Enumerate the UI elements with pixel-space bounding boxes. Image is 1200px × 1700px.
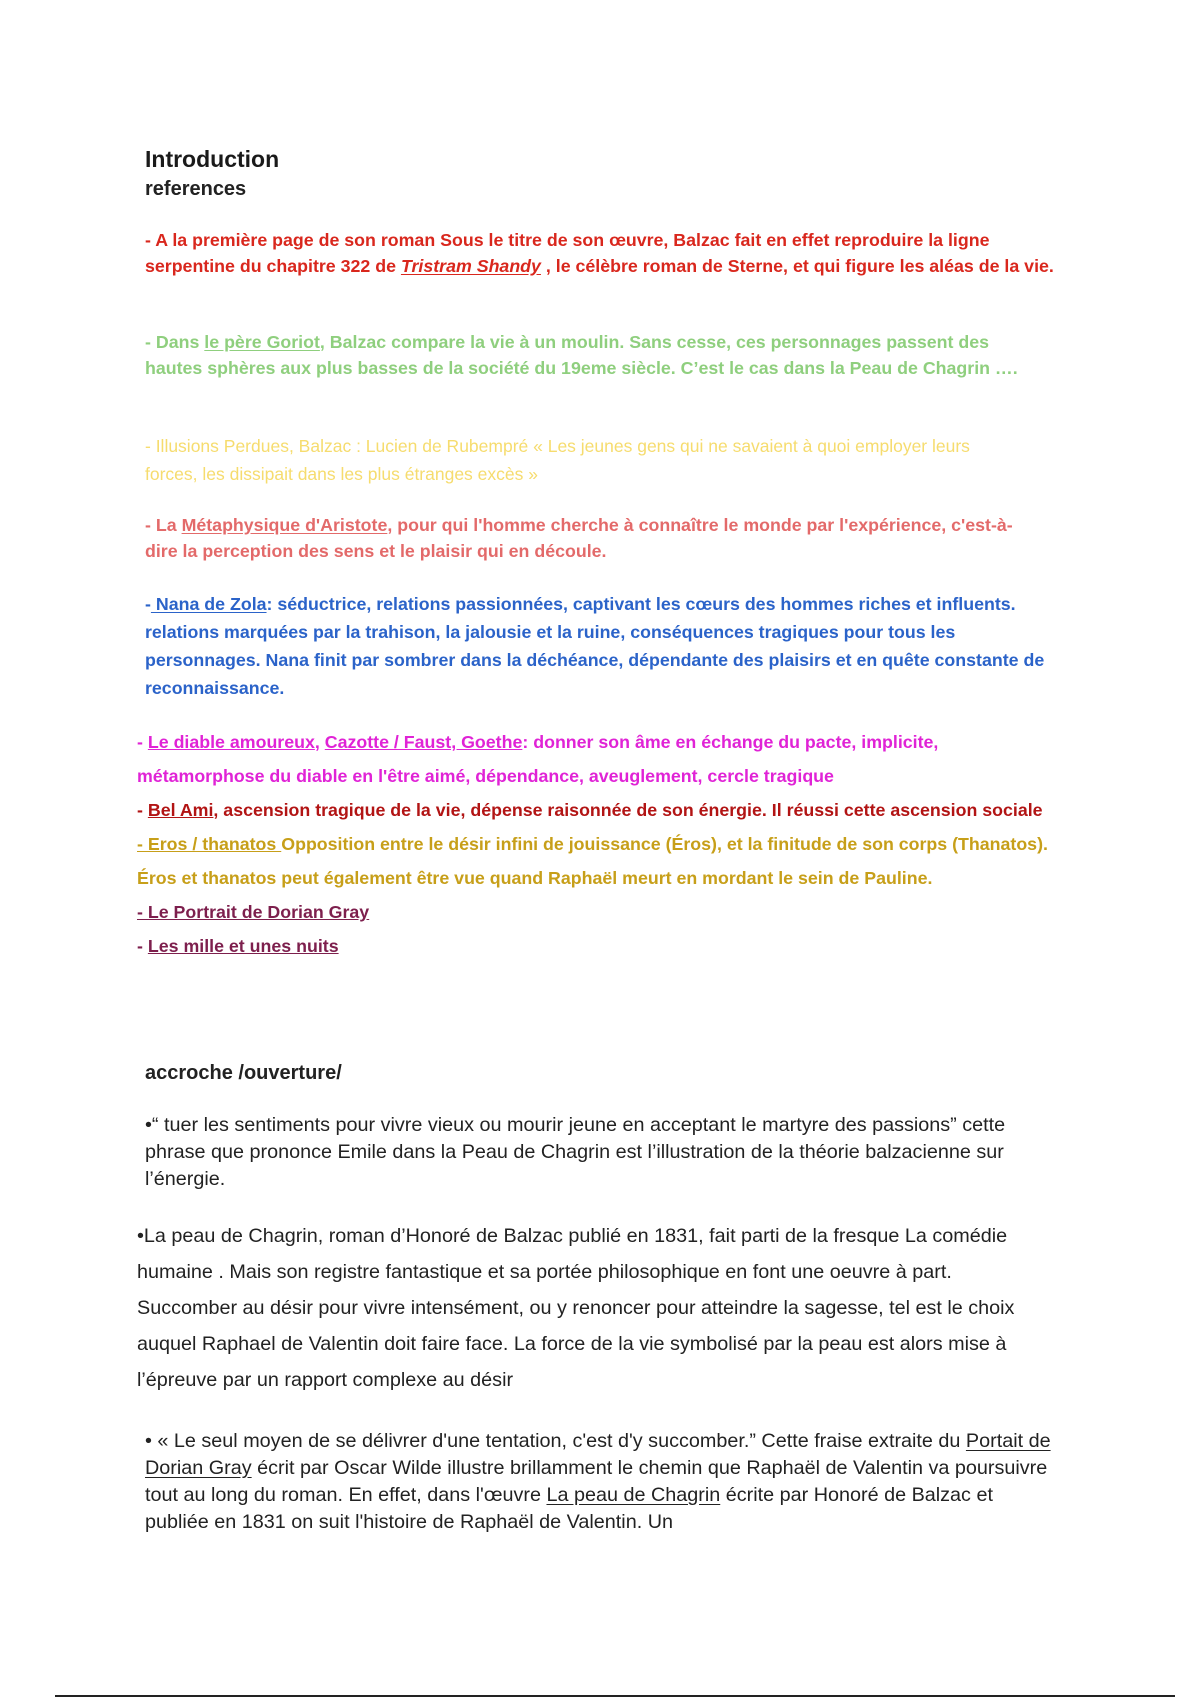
ref7-text-a: - (137, 800, 148, 820)
accroche3-title1: Portait de Dorian Gray (145, 1430, 1051, 1479)
ref8-title: - Eros / thanatos (137, 834, 282, 854)
ref1-title: Tristram Shandy (400, 255, 541, 276)
ref6-title1: Le diable amoureux (147, 732, 315, 752)
heading-references: references (145, 178, 247, 200)
ref2-title: le père Goriot (204, 332, 320, 352)
ref4-title: Métaphysique d'Aristote (181, 515, 388, 535)
accroche-paragraph-2: •La peau de Chagrin, roman d’Honoré de Balzac publié en 1831, fait parti de la fresque La comédie humaine . Mais son registre fantastique et sa portée philosophique en font une oeuvre à part. Succomber au désir pour vivre intensément, ou y renoncer pour atteindre la sagesse, tel est le choix auquel Raphael de Valentin doit faire face. La force de la vie symbolisé par la peau est alors mise à l’épreuve par un rapport complexe au désir (137, 1225, 1015, 1391)
reference-metaphysique (145, 512, 1020, 564)
reference-pere-goriot (145, 330, 1050, 381)
heading-introduction: Introduction (145, 146, 280, 172)
reference-nana (145, 590, 1070, 702)
reference-dorian-gray (137, 895, 1067, 929)
accroche3-title2: La peau de Chagrin (546, 1484, 721, 1506)
ref8-text-b: Opposition entre le désir infini de jouissance (Éros), et la finitude de son corps (Thanatos). Éros et thanatos peut également être vue quand Raphaël meurt en mordant le sein de Pauline. (137, 834, 1048, 888)
ref6-text-a: - (137, 732, 148, 752)
ref4-text-b: , pour qui l'homme cherche à connaître le monde par l'expérience, c'est-à-dire la perception des sens et le plaisir qui en découle. (145, 515, 1013, 561)
accroche-paragraph-1: •“ tuer les sentiments pour vivre vieux ou mourir jeune en acceptant le martyre des passions” cette phrase que prononce Emile dans la Peau de Chagrin est l’illustration de la théorie balzacienne sur l’énergie. (145, 1114, 1006, 1190)
ref5-text-a: - (145, 594, 151, 614)
reference-bel-ami (137, 793, 1067, 827)
ref2-text-a: - Dans (145, 332, 205, 352)
ref7-title: Bel Ami (147, 800, 214, 820)
ref4-text-a: - La (145, 515, 182, 535)
ref9-title: - Le Portrait de Dorian Gray (137, 902, 370, 922)
reference-diable-amoureux (137, 725, 1067, 793)
ref5-title: Nana de Zola (150, 594, 267, 614)
accroche3-text-b: écrit par Oscar Wilde illustre brillamment le chemin que Raphaël de Valentin va poursuivre tout au long du roman. En effet, dans l'œuvre (145, 1457, 1048, 1506)
ref6-text-b: : donner son âme en échange du pacte, implicite, métamorphose du diable en l'être aimé, dépendance, aveuglement, cercle tragique (137, 732, 939, 786)
ref6-sep: , (314, 732, 325, 752)
ref5-text-b: : séductrice, relations passionnées, captivant les cœurs des hommes riches et influents. relations marquées par la trahison, la jalousie et la ruine, conséquences tragiques pour tous les personnages. Nana finit par sombrer dans la déchéance, dépendante des plaisirs et en quête constante de reconnaissance. (145, 594, 1045, 698)
ref6-title2: Cazotte / Faust, Goethe (324, 732, 523, 752)
ref10-text-a: - (137, 936, 148, 956)
ref1-text-a: - A la première page de son roman Sous le titre de son œuvre, Balzac fait en effet reproduire la ligne serpentine du chapitre 322 de (145, 230, 990, 276)
footer-rule (55, 1695, 1175, 1697)
reference-eros-thanatos (137, 827, 1067, 895)
heading-accroche: accroche /ouverture/ (145, 1062, 342, 1084)
reference-tristram-shandy (145, 228, 1060, 279)
accroche-paragraph-3 (145, 1428, 1055, 1536)
accroche3-text-c: écrite par Honoré de Balzac et publiée en 1831 on suit l'histoire de Raphaël de Valentin. Un (145, 1484, 993, 1533)
ref10-title: Les mille et unes nuits (147, 936, 339, 956)
references-list (137, 725, 1067, 963)
ref7-text-b: , ascension tragique de la vie, dépense raisonnée de son énergie. Il réussi cette ascension sociale (213, 800, 1043, 820)
ref1-text-b: , le célèbre roman de Sterne, et qui figure les aléas de la vie. (540, 255, 1054, 276)
accroche3-text-a: • « Le seul moyen de se délivrer d'une tentation, c'est d'y succomber.” Cette fraise extraite du (145, 1430, 966, 1452)
reference-illusions-perdues: - Illusions Perdues, Balzac : Lucien de Rubempré « Les jeunes gens qui ne savaient à quoi employer leurs forces, les dissipait dans les plus étranges excès » (145, 436, 970, 484)
reference-mille-et-une-nuits (137, 929, 1067, 963)
ref2-text-b: , Balzac compare la vie à un moulin. Sans cesse, ces personnages passent des hautes sphères aux plus basses de la société du 19eme siècle. C’est le cas dans la Peau de Chagrin …. (145, 332, 1018, 378)
